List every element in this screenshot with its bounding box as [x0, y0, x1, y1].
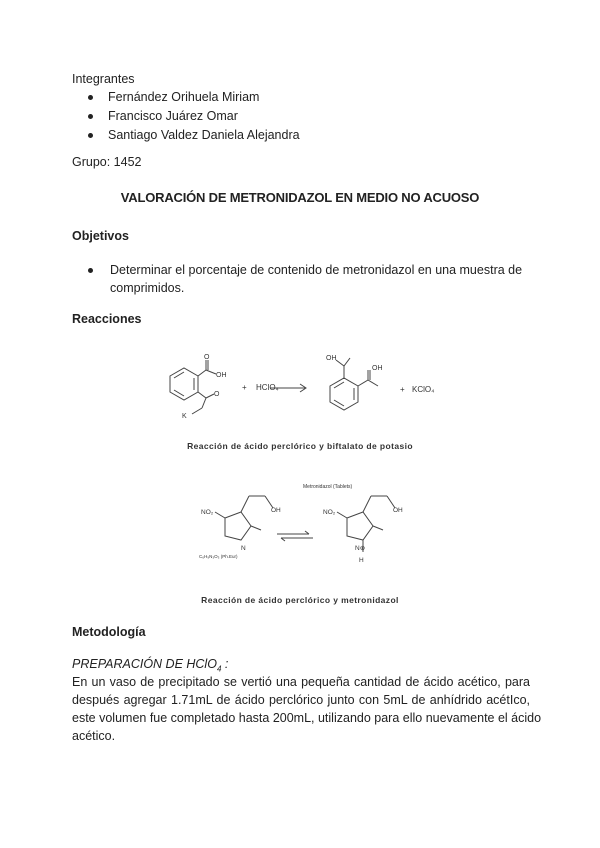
reacciones-heading: Reacciones: [72, 312, 142, 326]
oxygen-label: O: [204, 354, 210, 361]
figure-2-top-label: Metronidazol (Tablets): [303, 484, 353, 490]
integrantes-label: Integrantes: [72, 72, 135, 86]
objetivo-line-1: Determinar el porcentaje de contenido de metronidazol en una muestra de: [110, 263, 523, 277]
objetivo-line-2: comprimidos.: [110, 281, 185, 295]
figure-1-caption: Reacción de ácido perclórico y biftalato de potasio: [187, 441, 413, 451]
bullet-icon: [88, 114, 93, 119]
group-number: Grupo: 1452: [72, 155, 142, 169]
bullet-icon: [88, 133, 93, 138]
member-name: Fernández Orihuela Miriam: [108, 90, 260, 104]
paragraph-line-4: acético.: [72, 729, 116, 743]
formula-note: C₆H₉N₃O₃ (Ph.Eur): [199, 554, 238, 559]
preparacion-subheading: [72, 657, 228, 674]
metodologia-heading: Metodología: [72, 625, 146, 639]
figure-2-caption: Reacción de ácido perclórico y metronidazol: [201, 595, 399, 605]
imidazole-ring-right: [347, 512, 373, 540]
paragraph-line-3: este volumen fue completado hasta 200mL, utilizando para ello nuevamente el ácido: [72, 711, 542, 725]
member-name: Santiago Valdez Daniela Alejandra: [108, 128, 300, 142]
hydroxyl-label: OH: [326, 355, 337, 362]
plus-sign: +: [400, 385, 405, 394]
hydroxyl-label: OH: [393, 507, 403, 514]
plus-sign: +: [242, 383, 247, 392]
paragraph-line-2: después agregar 1.71mL de ácido perclórico junto con 5mL de anhídrido acétIco,: [72, 693, 530, 707]
preparacion-paragraph: [72, 673, 542, 745]
nitro-label: NO₂: [323, 509, 336, 516]
paragraph-line-1: En un vaso de precipitado se vertió una pequeña cantidad de ácido acético, para: [72, 675, 530, 689]
hydroxyl-label: OH: [216, 372, 227, 379]
protonated-nitrogen-label: N⊕: [355, 545, 366, 552]
bullet-icon: [88, 268, 93, 273]
subheading-prefix: PREPARACIÓN DE HClO: [72, 657, 217, 671]
potassium-label: K: [182, 413, 187, 420]
reaction-1-diagram: [150, 352, 450, 432]
objetivos-heading: Objetivos: [72, 229, 129, 243]
kclo4-product: KClO₄: [412, 385, 435, 394]
imidazole-ring-left: [225, 512, 251, 540]
nitro-label: NO₂: [201, 509, 214, 516]
hydrogen-label: H: [359, 557, 364, 564]
subheading-subscript: 4: [216, 664, 222, 674]
oxygen-label: O: [214, 391, 220, 398]
page-title: VALORACIÓN DE METRONIDAZOL EN MEDIO NO ACUOSO: [120, 190, 480, 205]
nitrogen-label: N: [241, 545, 246, 552]
bullet-icon: [88, 95, 93, 100]
hydroxyl-label: OH: [372, 365, 383, 372]
reaction-2-diagram: [175, 478, 425, 578]
member-name: Francisco Juárez Omar: [108, 109, 238, 123]
subheading-suffix: :: [221, 657, 229, 671]
hydroxyl-label: OH: [271, 507, 281, 514]
hclo4-reagent: HClO₄: [256, 383, 279, 392]
